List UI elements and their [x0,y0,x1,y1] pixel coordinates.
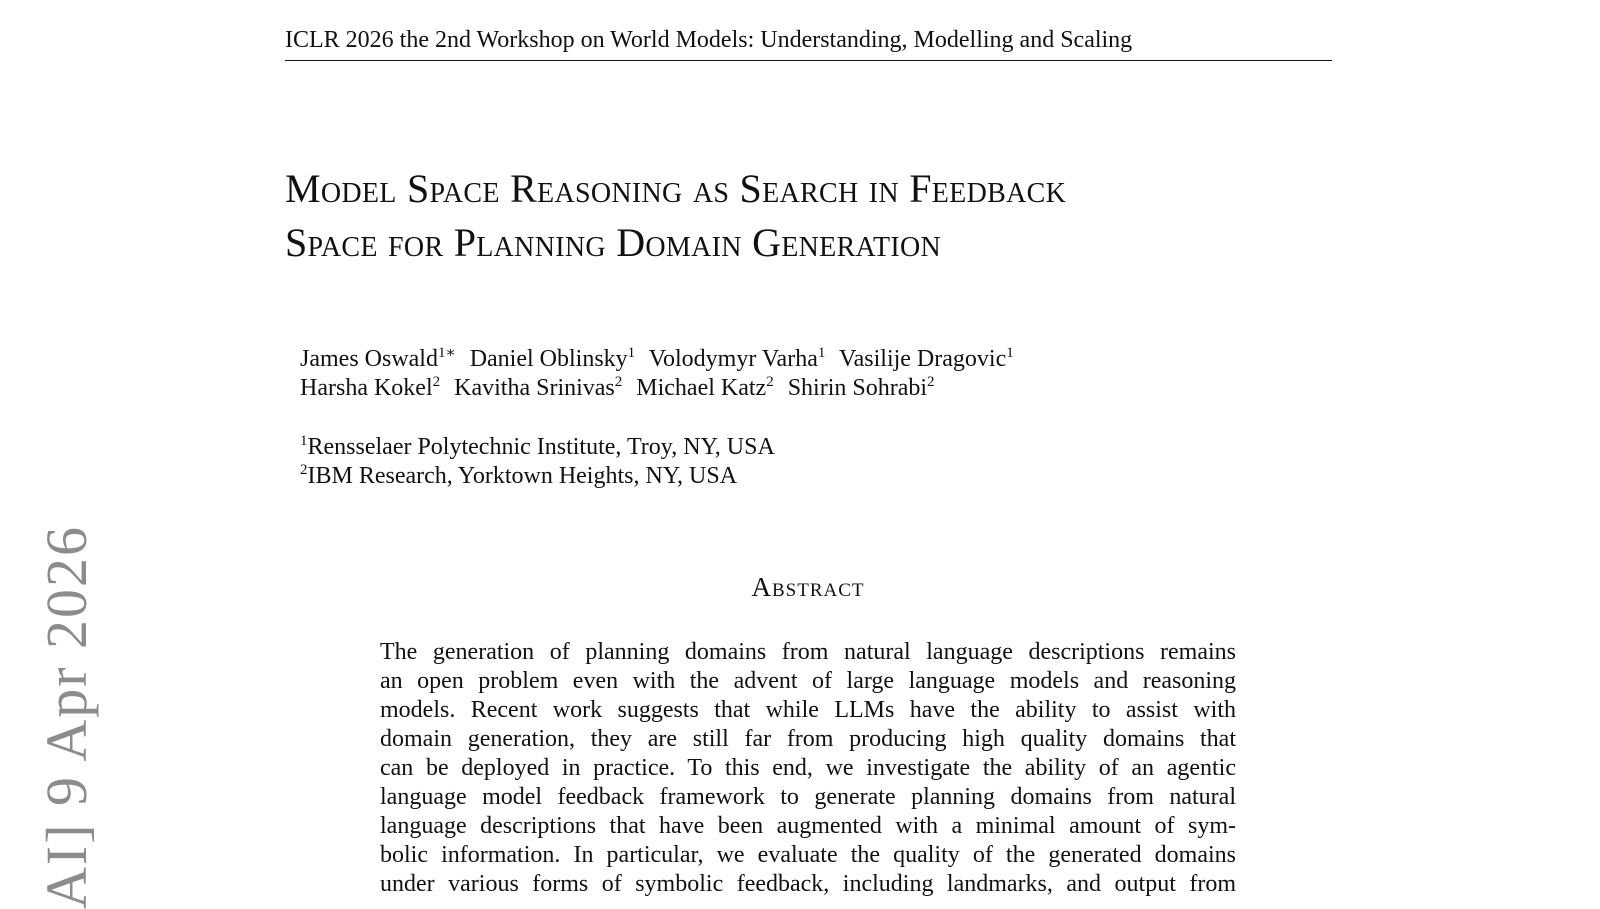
author-list [300,345,1022,403]
author: Kavitha Srinivas$^2$ [454,374,623,401]
abstract-heading: Abstract [751,572,865,602]
abstract-body [380,638,1236,899]
abstract-line: bolic information. In particular, we evaluate the quality of the generated domains [380,842,1236,868]
author: Daniel Oblinsky$^1$ [469,345,636,372]
abstract-line: models. Recent work suggests that while LLMs have the ability to assist with [380,697,1236,723]
abstract-line: language model feedback framework to generate planning domains from natural [380,784,1236,810]
title-line-1: Model Space Reasoning as Search in Feedback [285,166,1067,211]
author: Shirin Sohrabi$^2$ [787,374,935,401]
running-title: ICLR 2026 the 2nd Workshop on World Models: Understanding, Modelling and Scaling [285,27,1133,53]
affiliation: $^2$IBM Research, Yorktown Heights, NY, USA [300,462,738,489]
abstract-line: can be deployed in practice. To this end, we investigate the ability of an agentic [380,755,1236,781]
affiliation: $^1$Rensselaer Polytechnic Institute, Troy, NY, USA [300,433,775,460]
abstract-line: domain generation, they are still far from producing high quality domains that [380,726,1236,752]
affiliation-list [300,433,775,491]
author: James Oswald$^{1∗}$ [300,345,456,372]
author: Volodymyr Varha$^1$ [648,345,826,372]
title-line-2: Space for Planning Domain Generation [285,220,942,265]
author-line-2 [300,374,1022,403]
arxiv-sidebar-stamp: AI] 9 Apr 2026 [34,524,99,909]
abstract-line: The generation of planning domains from natural language descriptions remains [380,639,1236,665]
running-header [285,24,1332,61]
author: Harsha Kokel$^2$ [300,374,441,401]
author: Vasilije Dragovic$^1$ [838,345,1014,372]
paper-title [285,162,1385,270]
author-line-1 [300,345,1022,374]
abstract-line: language descriptions that have been augmented with a minimal amount of sym- [380,813,1236,839]
author: Michael Katz$^2$ [636,374,774,401]
abstract-line: an open problem even with the advent of large language models and reasoning [380,668,1236,694]
abstract-line: under various forms of symbolic feedback, including landmarks, and output from [380,871,1236,897]
